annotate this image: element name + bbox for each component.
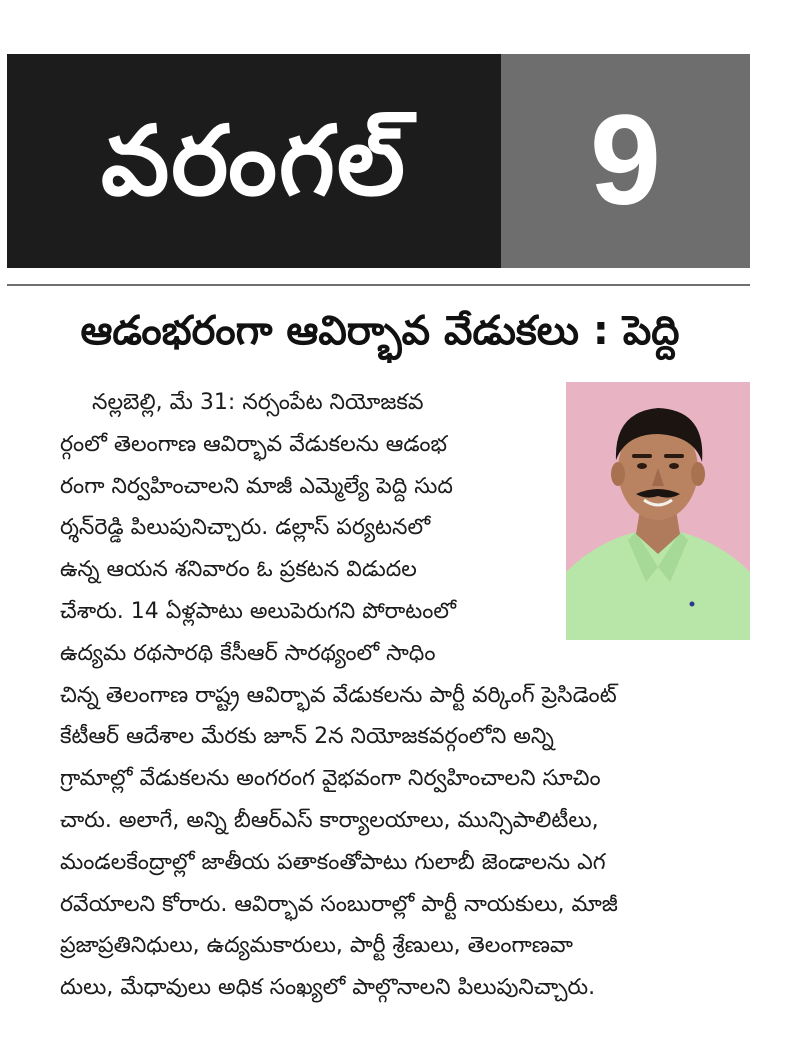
body-line: దులు, మేధావులు అధిక సంఖ్యలో పాల్గొనాలని పిలుపునిచ్చారు. — [60, 975, 596, 1001]
page-number-box — [501, 54, 750, 268]
body-line: ఉన్న ఆయన శనివారం ఓ ప్రకటన విడుదల — [60, 557, 417, 583]
portrait-photo — [566, 382, 750, 640]
portrait-icon — [566, 382, 750, 640]
body-line: కేటీఆర్ ఆదేశాల మేరకు జూన్ 2న నియోజకవర్గంలోని అన్ని — [60, 724, 554, 750]
article-headline: ఆడంభరంగా ఆవిర్భావ వేడుకలు : పెద్ది — [80, 308, 680, 354]
divider — [7, 284, 750, 286]
body-line: మండలకేంద్రాల్లో జాతీయ పతాకంతోపాటు గులాబీ జెండాలను ఎగ — [60, 849, 606, 875]
body-line: ర్శన్‌రెడ్డి పిలుపునిచ్చారు. డల్లాస్ పర్యటనలో — [60, 515, 431, 541]
body-line: చారు. అలాగే, అన్ని బీఆర్ఎస్ కార్యాలయాలు, మున్సిపాలిటీలు, — [60, 808, 599, 833]
body-line: చేశారు. 14 ఏళ్లపాటు అలుపెరుగని పోరాటంలో — [60, 599, 457, 624]
body-line: ప్రజాప్రతినిధులు, ఉద్యమకారులు, పార్టీ శ్రేణులు, తెలంగాణవా — [60, 933, 573, 959]
body-line: చిన్న తెలంగాణ రాష్ట్ర ఆవిర్భావ వేడుకలను పార్టీ వర్కింగ్ ప్రెసిడెంట్ — [60, 682, 617, 708]
section-title: వరంగల్ — [101, 105, 407, 217]
masthead — [7, 54, 750, 268]
body-line: రవేయాలని కోరారు. ఆవిర్భావ సంబురాల్లో పార్టీ నాయకులు, మాజీ — [60, 891, 618, 917]
body-line: ఉద్యమ రథసారథి కేసీఆర్ సారథ్యంలో సాధిం — [60, 640, 436, 666]
body-line: గ్రామాల్లో వేడుకలను అంగరంగ వైభవంగా నిర్వహించాలని సూచిం — [60, 766, 601, 792]
body-line: రంగా నిర్వహించాలని మాజీ ఎమ్మెల్యే పెద్ది సుద — [60, 473, 453, 499]
body-line: ర్గంలో తెలంగాణ ఆవిర్భావ వేడుకలను ఆడంభ — [60, 431, 447, 457]
body-line: నల్లబెల్లి, మే 31: నర్సంపేట నియోజకవ — [92, 390, 424, 415]
page-number: 9 — [589, 89, 662, 232]
section-title-box — [7, 54, 501, 268]
